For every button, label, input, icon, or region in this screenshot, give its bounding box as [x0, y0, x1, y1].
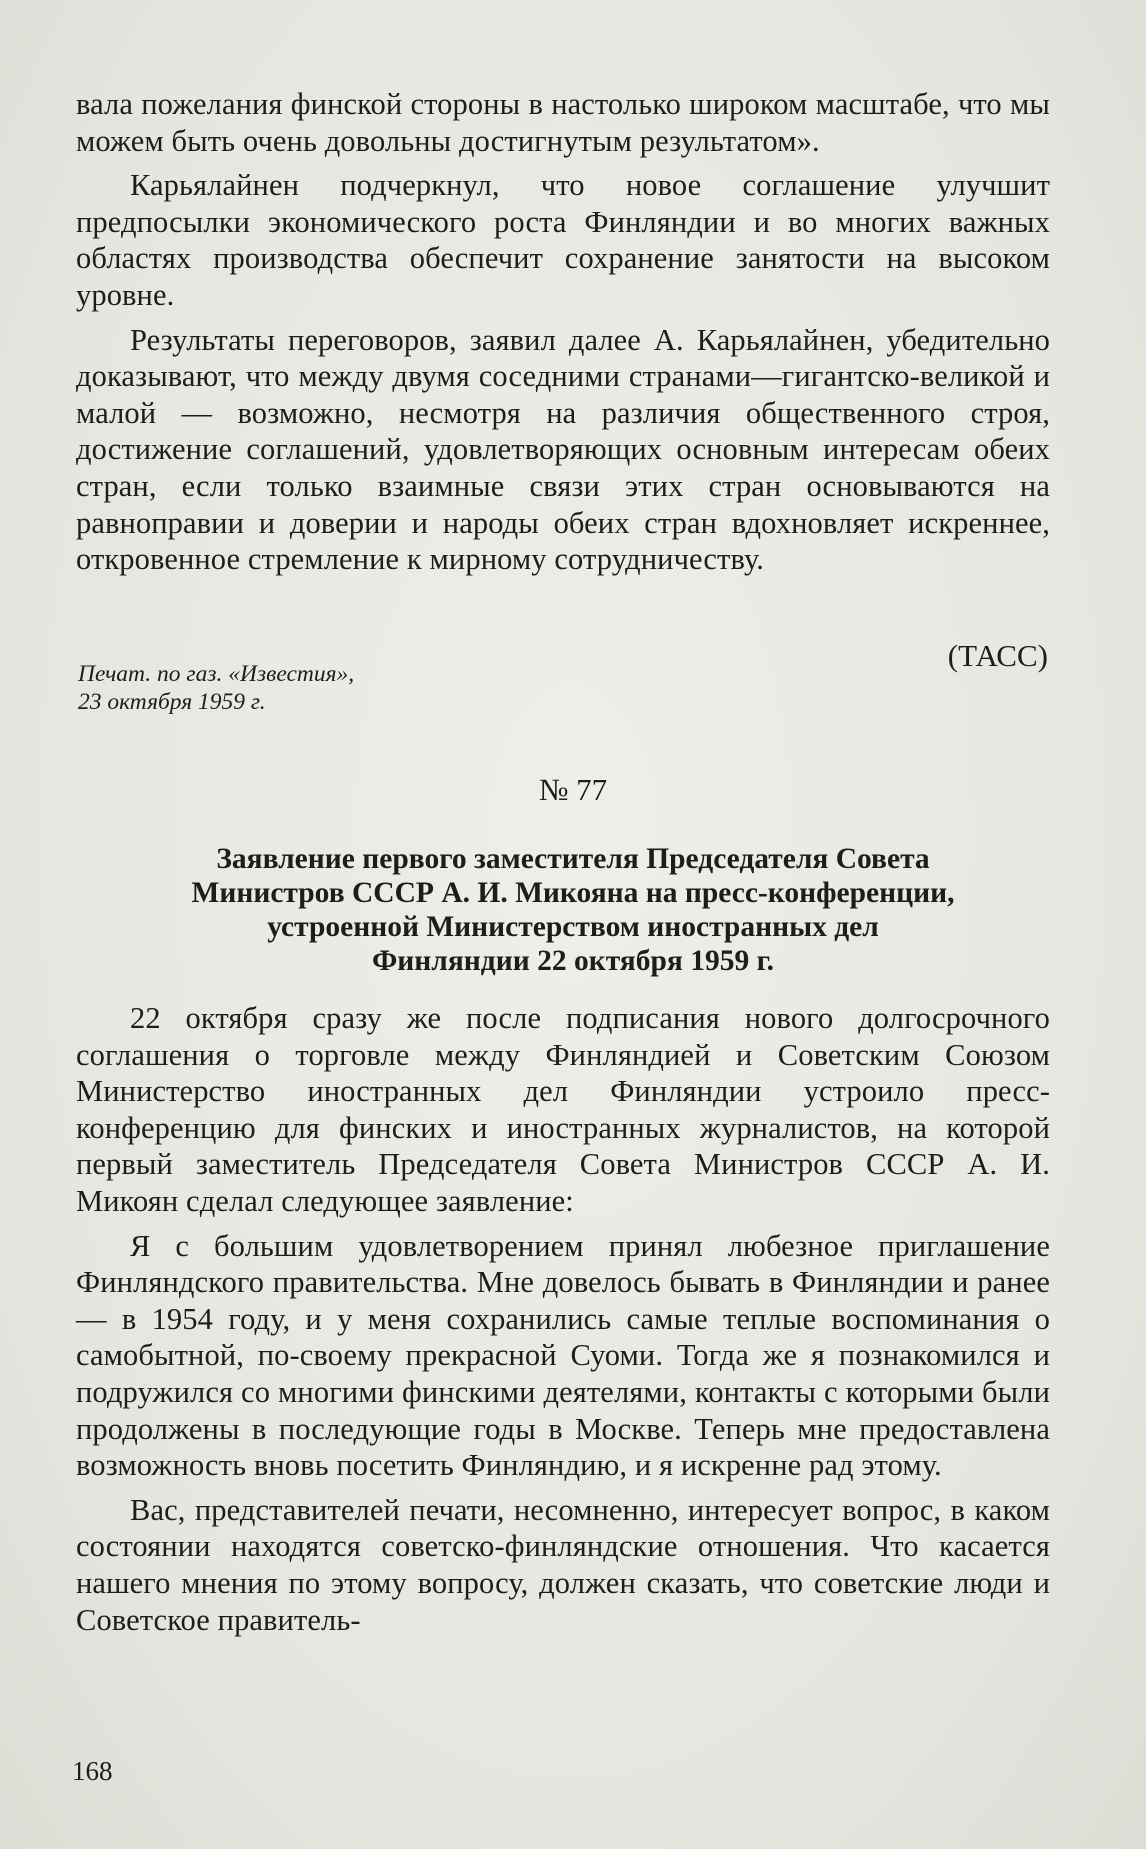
- tass-attribution: (ТАСС): [947, 638, 1048, 673]
- paragraph-press-conference: 22 октября сразу же после подписания нового долгосрочного соглашения о торговле между Финляндией и Советским Союзом Министерство иностранных дел Финляндии устроило пресс-конференцию для финских и иностранных журналистов, на которой первый заместитель Председателя Совета Министров СССР А. И. Микоян сделал следующее заявление:: [76, 1001, 1050, 1218]
- heading-line: устроенной Министерством иностранных дел: [267, 911, 879, 943]
- body-text-block: [76, 1000, 1050, 1638]
- document-number: № 77: [538, 772, 608, 807]
- paragraph-negotiation-results: Результаты переговоров, заявил далее А. Карьялайнен, убедительно доказывают, что между двумя соседними странами—гигантско-великой и малой — возможно, несмотря на различия общественного строя, достижение соглашений, удовлетворяющих основным интересам обеих стран, если только взаимные связи этих стран основываются на равноправии и доверии и народы обеих стран вдохновляет искреннее, откровенное стремление к мирному сотрудничеству.: [76, 322, 1050, 577]
- paragraph-karjalainen-agreement: Карьялайнен подчеркнул, что новое соглашение улучшит предпосылки экономического роста Финляндии и во многих важных областях производства обеспечит сохранение занятости на высоком уровне.: [76, 168, 1050, 312]
- heading-line: Министров СССР А. И. Микояна на пресс-конференции,: [191, 877, 955, 909]
- document-heading: [90, 842, 1056, 978]
- page-number: 168: [72, 1756, 113, 1786]
- source-line-date: 23 октября 1959 г.: [78, 689, 266, 715]
- top-text-block: [76, 86, 1050, 578]
- source-line-publication: Печат. по газ. «Известия»,: [78, 661, 355, 687]
- source-note: [78, 660, 354, 716]
- paragraph-invitation: Я с большим удовлетворением принял любезное приглашение Финляндского правительства. Мне довелось бывать в Финляндии и ранее — в 1954 году, и у меня сохранились самые теплые воспоминания о самобытной, по-своему прекрасной Суоми. Тогда же я познакомился и подружился со многими финскими деятелями, контакты с которыми были продолжены в последующие годы в Москве. Теперь мне предоставлена возможность вновь посетить Финляндию, и я искренне рад этому.: [76, 1228, 1050, 1483]
- heading-line: Финляндии 22 октября 1959 г.: [371, 945, 775, 977]
- paragraph-relations: Вас, представителей печати, несомненно, интересует вопрос, в каком состоянии находятся советско-финляндские отношения. Что касается нашего мнения по этому вопросу, должен сказать, что советские люди и Советское правитель-: [76, 1492, 1050, 1637]
- heading-line: Заявление первого заместителя Председателя Совета: [216, 843, 930, 875]
- paragraph-continuation: вала пожелания финской стороны в настолько широком масштабе, что мы можем быть очень довольны достигнутым результатом».: [76, 87, 1050, 158]
